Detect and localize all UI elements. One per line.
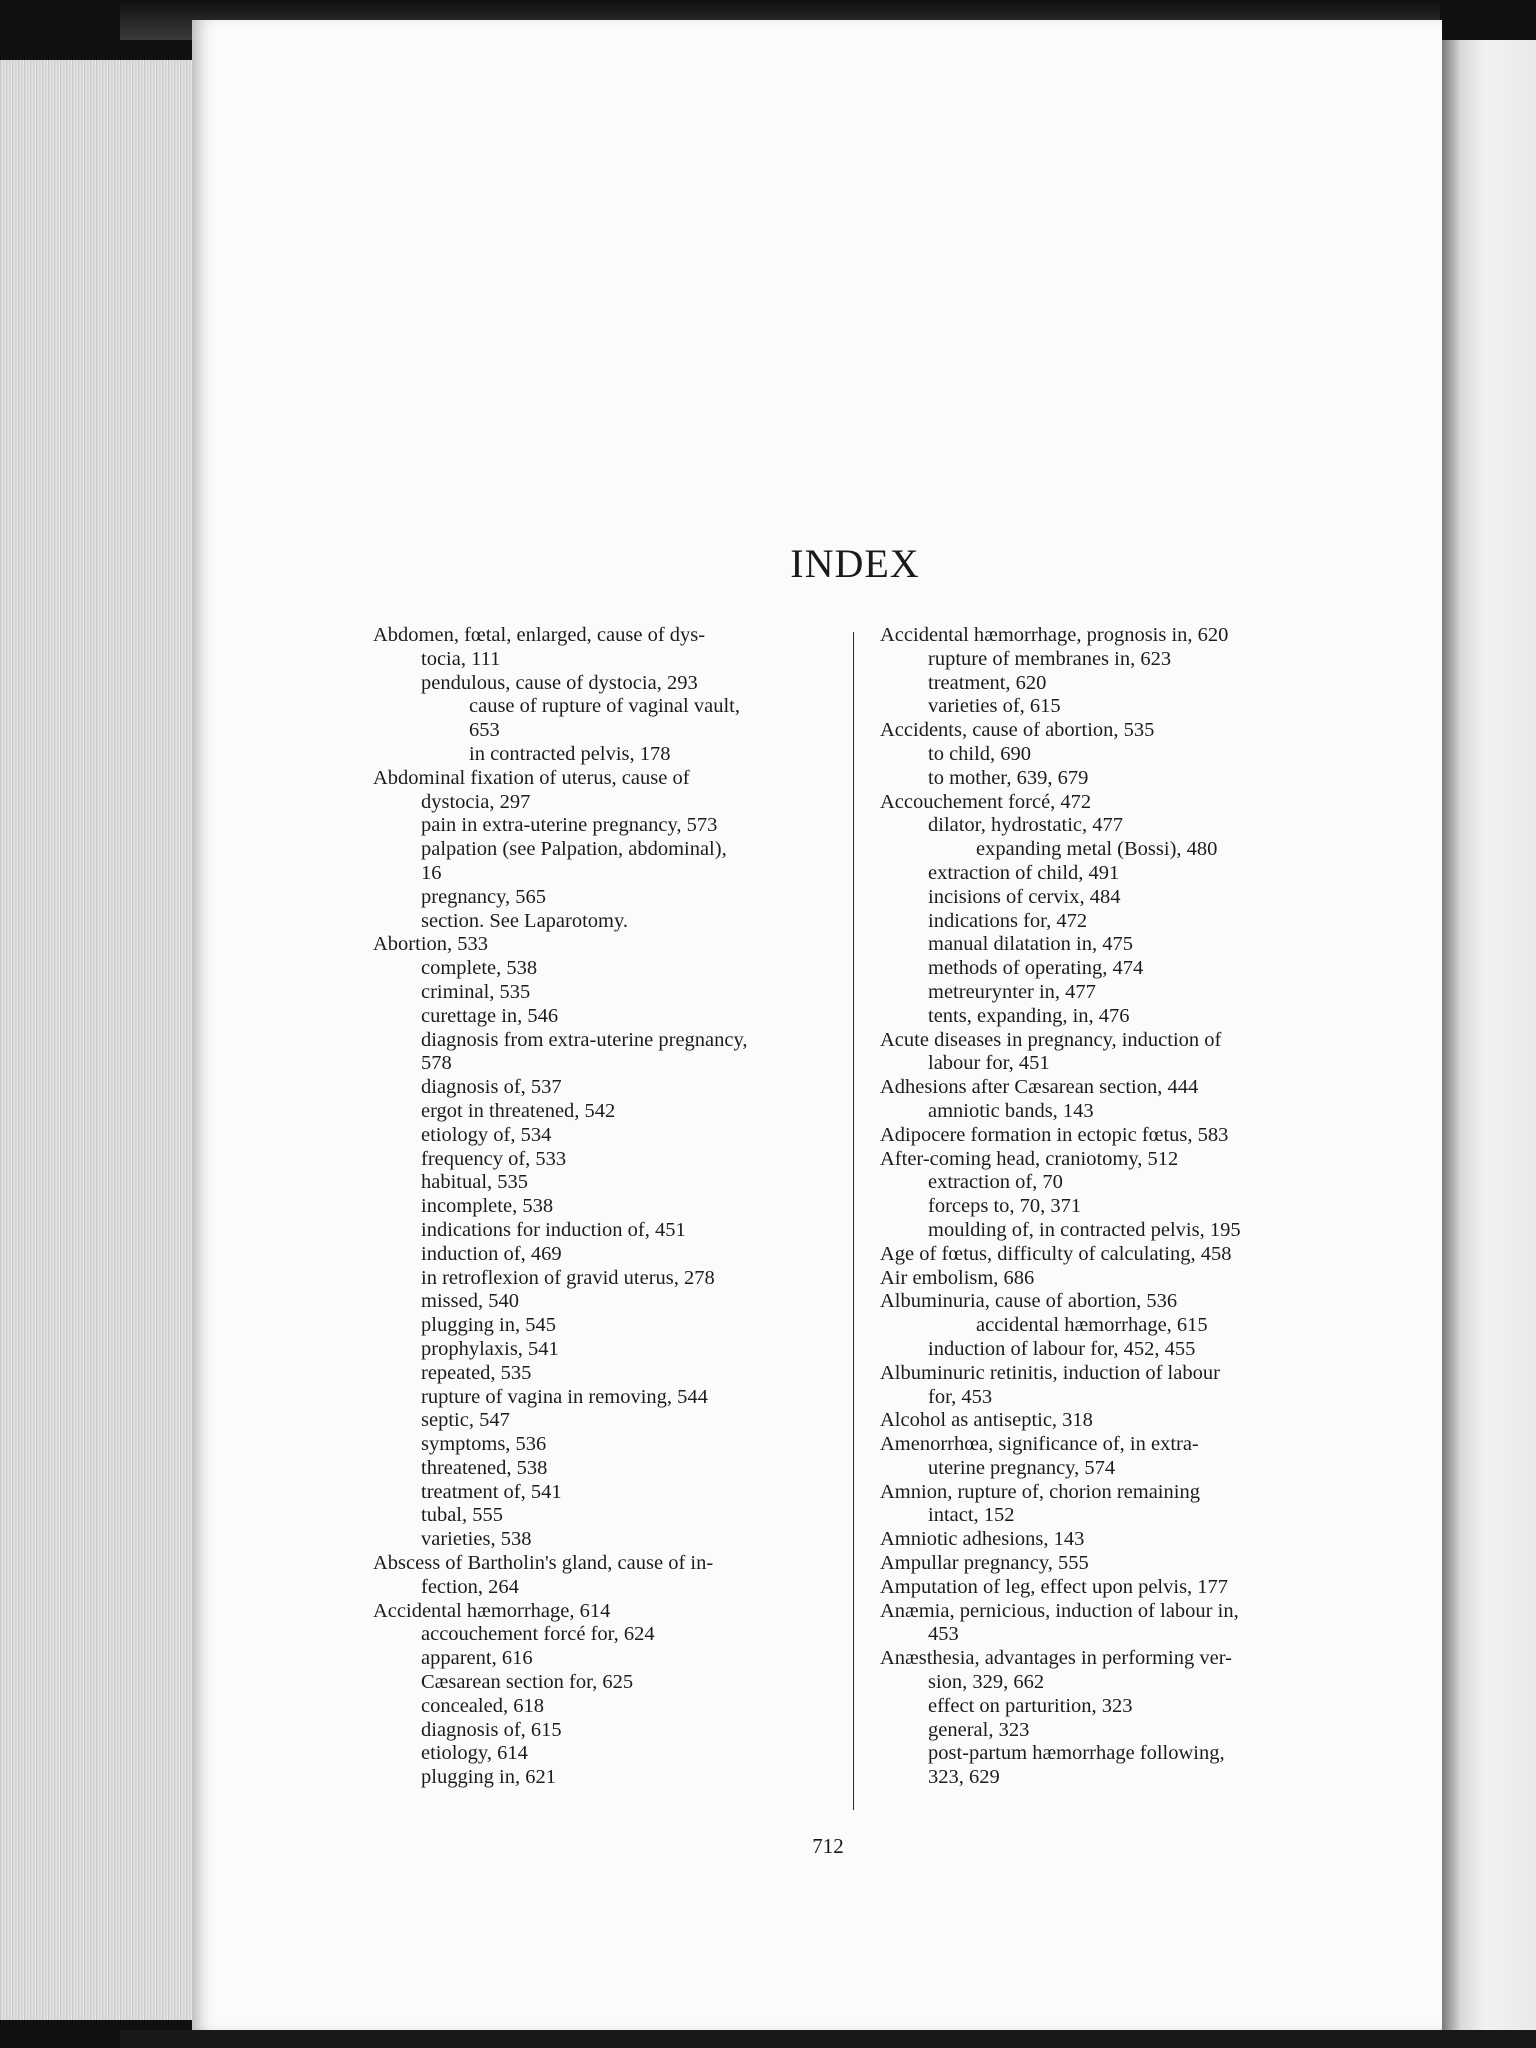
index-entry: Abdomen, fœtal, enlarged, cause of dys-	[373, 624, 706, 646]
index-entry: concealed, 618	[421, 1694, 544, 1717]
index-entry: section. See Laparotomy.	[421, 909, 629, 932]
index-entry: Amniotic adhesions, 143	[880, 1528, 1085, 1551]
index-entry: amniotic bands, 143	[928, 1099, 1094, 1122]
index-entry: Cæsarean section for, 625	[421, 1671, 634, 1694]
index-entry: tubal, 555	[421, 1504, 503, 1527]
index-entry: Albuminuric retinitis, induction of labour	[880, 1361, 1220, 1384]
index-entry: manual dilatation in, 475	[928, 933, 1133, 956]
index-entry: dilator, hydrostatic, 477	[928, 814, 1124, 837]
index-entry: Amenorrhœa, significance of, in extra-	[880, 1433, 1199, 1456]
index-entry: treatment of, 541	[421, 1480, 562, 1503]
index-entry: Accidental hæmorrhage, prognosis in, 620	[880, 624, 1229, 646]
index-entry: varieties of, 615	[928, 695, 1061, 718]
index-entry: Albuminuria, cause of abortion, 536	[880, 1290, 1178, 1313]
index-entry: forceps to, 70, 371	[928, 1195, 1082, 1218]
index-entry: etiology of, 534	[421, 1123, 552, 1146]
page-title: INDEX	[790, 541, 920, 586]
index-entry: septic, 547	[421, 1409, 510, 1432]
index-entry: missed, 540	[421, 1290, 519, 1313]
index-entry: Anæsthesia, advantages in performing ver-	[880, 1647, 1232, 1670]
index-entry: induction of, 469	[421, 1242, 562, 1265]
index-entry: diagnosis of, 537	[421, 1076, 562, 1099]
index-entry: 578	[421, 1052, 452, 1075]
book-bottom-edge	[120, 2030, 1536, 2048]
index-entry: general, 323	[928, 1718, 1030, 1741]
index-entry: palpation (see Palpation, abdominal),	[421, 838, 727, 861]
index-entry: Accouchement forcé, 472	[880, 790, 1092, 813]
index-entry: pain in extra-uterine pregnancy, 573	[421, 814, 718, 837]
index-entry: habitual, 535	[421, 1171, 529, 1194]
index-column-left	[355, 624, 845, 1790]
index-entry: symptoms, 536	[421, 1433, 547, 1456]
index-entry: accidental hæmorrhage, 615	[976, 1314, 1208, 1337]
index-entry: induction of labour for, 452, 455	[928, 1337, 1196, 1360]
index-entry: repeated, 535	[421, 1361, 532, 1384]
book-page-edges	[0, 60, 200, 2020]
index-entry: indications for, 472	[928, 909, 1088, 932]
index-entry: apparent, 616	[421, 1647, 533, 1670]
index-entry: to child, 690	[928, 742, 1032, 765]
index-entry: complete, 538	[421, 957, 538, 980]
index-entry: plugging in, 545	[421, 1314, 556, 1337]
index-entry: Anæmia, pernicious, induction of labour in,	[880, 1599, 1239, 1622]
index-entry: incisions of cervix, 484	[928, 885, 1121, 908]
index-entry: extraction of, 70	[928, 1171, 1063, 1194]
index-entry: Ampullar pregnancy, 555	[880, 1552, 1089, 1575]
index-entry: moulding of, in contracted pelvis, 195	[928, 1218, 1241, 1241]
index-entry: varieties, 538	[421, 1528, 532, 1551]
facing-page-edge	[1442, 40, 1536, 2030]
index-entry: expanding metal (Bossi), 480	[976, 838, 1218, 861]
index-entry: 323, 629	[928, 1766, 1000, 1789]
index-entry: effect on parturition, 323	[928, 1694, 1133, 1717]
index-entry: rupture of membranes in, 623	[928, 647, 1172, 670]
index-entry: for, 453	[928, 1385, 993, 1408]
index-entry: pendulous, cause of dystocia, 293	[421, 671, 698, 694]
index-entry: Abdominal fixation of uterus, cause of	[373, 766, 690, 789]
index-entry: tocia, 111	[421, 647, 501, 670]
index-entry: Adhesions after Cæsarean section, 444	[880, 1076, 1199, 1099]
index-entry: uterine pregnancy, 574	[928, 1456, 1116, 1479]
index-entry: plugging in, 621	[421, 1766, 556, 1789]
index-entry: treatment, 620	[928, 671, 1047, 694]
index-entry: to mother, 639, 679	[928, 766, 1089, 789]
index-entry: diagnosis of, 615	[421, 1718, 562, 1741]
index-entry: cause of rupture of vaginal vault,	[469, 695, 740, 718]
index-entry: Alcohol as antiseptic, 318	[880, 1409, 1093, 1432]
index-entry: ergot in threatened, 542	[421, 1099, 616, 1122]
index-entry: in contracted pelvis, 178	[469, 742, 671, 765]
index-entry: 653	[469, 719, 500, 742]
index-entry: Air embolism, 686	[880, 1266, 1035, 1289]
index-entry: etiology, 614	[421, 1742, 528, 1765]
index-entry: Abscess of Bartholin's gland, cause of in-	[373, 1552, 714, 1575]
index-entry: After-coming head, craniotomy, 512	[880, 1147, 1179, 1170]
page-number: 712	[812, 1834, 844, 1858]
index-entry: Abortion, 533	[373, 933, 489, 956]
index-entry: diagnosis from extra-uterine pregnancy,	[421, 1028, 748, 1051]
index-entry: fection, 264	[421, 1575, 519, 1598]
index-entry: criminal, 535	[421, 980, 531, 1003]
index-entry: accouchement forcé for, 624	[421, 1623, 655, 1646]
index-entry: in retroflexion of gravid uterus, 278	[421, 1266, 715, 1289]
index-entry: intact, 152	[928, 1504, 1015, 1527]
index-entry: frequency of, 533	[421, 1147, 567, 1170]
index-entry: Amputation of leg, effect upon pelvis, 177	[880, 1575, 1229, 1598]
index-entry: 453	[928, 1623, 959, 1646]
index-entry: methods of operating, 474	[928, 957, 1144, 980]
index-entry: labour for, 451	[928, 1052, 1050, 1075]
index-column-right	[862, 624, 1332, 1790]
index-entry: tents, expanding, in, 476	[928, 1004, 1130, 1027]
index-entry: incomplete, 538	[421, 1195, 554, 1218]
index-entry: metreurynter in, 477	[928, 980, 1096, 1003]
index-entry: Amnion, rupture of, chorion remaining	[880, 1480, 1200, 1503]
index-entry: Accidental hæmorrhage, 614	[373, 1599, 611, 1622]
index-entry: threatened, 538	[421, 1456, 548, 1479]
index-entry: extraction of child, 491	[928, 861, 1120, 884]
index-entry: sion, 329, 662	[928, 1671, 1045, 1694]
column-divider	[853, 632, 854, 1810]
index-entry: dystocia, 297	[421, 790, 531, 813]
index-entry: rupture of vagina in removing, 544	[421, 1385, 708, 1408]
index-entry: pregnancy, 565	[421, 885, 547, 908]
index-entry: curettage in, 546	[421, 1004, 559, 1027]
index-entry: post-partum hæmorrhage following,	[928, 1742, 1225, 1765]
index-entry: Acute diseases in pregnancy, induction of	[880, 1028, 1222, 1051]
index-entry: prophylaxis, 541	[421, 1337, 559, 1360]
index-entry: Accidents, cause of abortion, 535	[880, 719, 1155, 742]
index-entry: indications for induction of, 451	[421, 1218, 686, 1241]
index-entry: Age of fœtus, difficulty of calculating, 458	[880, 1242, 1232, 1265]
index-entry: Adipocere formation in ectopic fœtus, 583	[880, 1123, 1229, 1146]
index-entry: 16	[421, 861, 442, 884]
